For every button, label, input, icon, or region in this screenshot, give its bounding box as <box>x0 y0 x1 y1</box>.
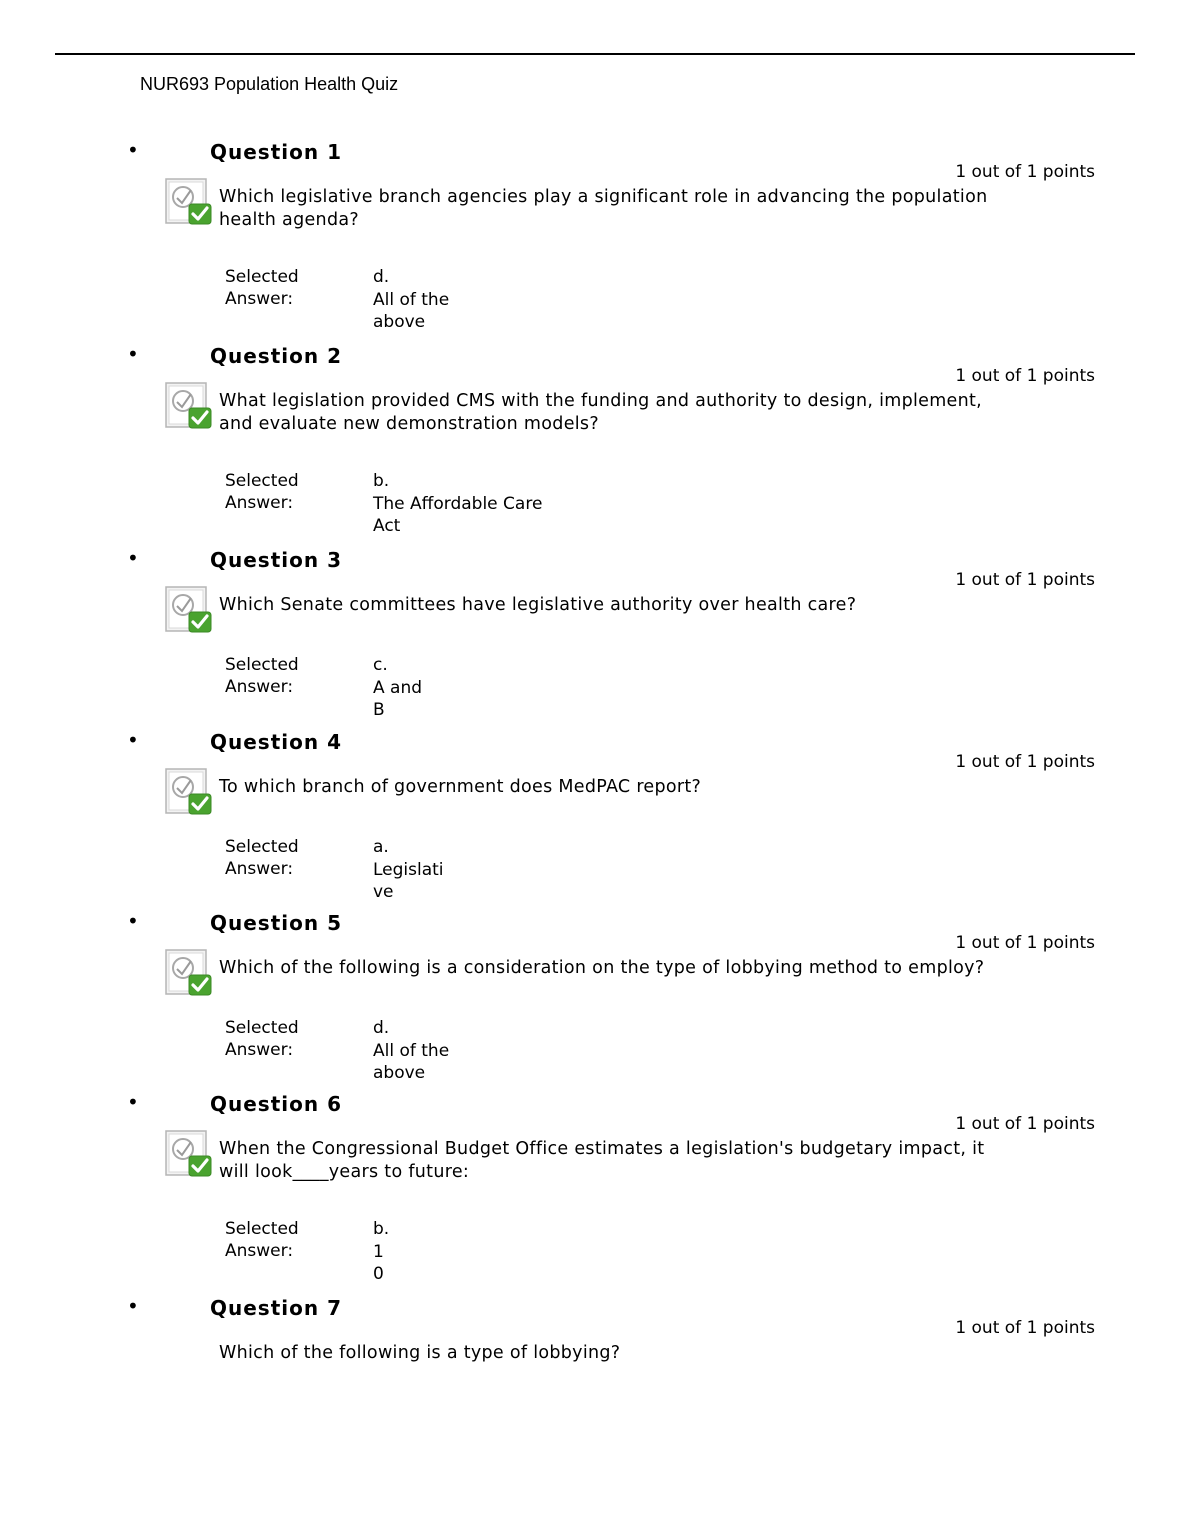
question-text <box>219 1342 1054 1365</box>
answer-line: above <box>373 312 426 332</box>
correct-check-icon <box>165 1130 213 1178</box>
correct-check-icon <box>165 768 213 816</box>
answer-line: All of the <box>373 289 450 310</box>
answer-line: Act <box>373 516 401 536</box>
correct-check-icon <box>165 949 213 997</box>
question-text-line: Which Senate committees have legislative authority over health care? <box>219 595 857 615</box>
question-text <box>219 957 1054 980</box>
question-points: 1 out of 1 points <box>955 752 1095 772</box>
question-points: 1 out of 1 points <box>955 366 1095 386</box>
bullet-point: • <box>127 1090 139 1114</box>
answer-line: c. <box>373 655 388 675</box>
answer-line: All of the <box>373 1040 450 1061</box>
answer-label: Answer: <box>225 677 294 697</box>
question-title: Question 7 <box>210 1296 342 1320</box>
selected-label: Selected <box>225 655 299 675</box>
selected-answer-label <box>225 1218 299 1262</box>
question-points: 1 out of 1 points <box>955 570 1095 590</box>
selected-answer-value <box>373 654 422 722</box>
correct-check-icon <box>165 178 213 226</box>
answer-line: B <box>373 700 385 720</box>
question-text <box>219 390 1054 436</box>
question-text <box>219 186 1054 232</box>
document-title: NUR693 Population Health Quiz <box>140 74 399 94</box>
selected-answer-value <box>373 266 449 334</box>
answer-label: Answer: <box>225 1241 294 1261</box>
answer-line: A and <box>373 677 423 698</box>
question-title: Question 6 <box>210 1092 342 1116</box>
question-text-line: Which of the following is a consideration on the type of lobbying method to employ? <box>219 958 985 978</box>
question-text-line: When the Congressional Budget Office estimates a legislation's budgetary impact, it <box>219 1139 985 1159</box>
answer-line: b. <box>373 471 390 491</box>
question-points: 1 out of 1 points <box>955 162 1095 182</box>
question-text-line: Which legislative branch agencies play a significant role in advancing the population <box>219 187 988 207</box>
selected-answer-label <box>225 654 299 698</box>
answer-line: ve <box>373 882 394 902</box>
selected-answer-value <box>373 470 542 538</box>
selected-label: Selected <box>225 471 299 491</box>
bullet-point: • <box>127 342 139 366</box>
answer-label: Answer: <box>225 289 294 309</box>
bullet-point: • <box>127 728 139 752</box>
selected-answer-value <box>373 1017 449 1085</box>
answer-line: d. <box>373 267 390 287</box>
question-text-line: will look____years to future: <box>219 1162 470 1182</box>
selected-answer-label <box>225 470 299 514</box>
question-text <box>219 594 1054 617</box>
answer-line: a. <box>373 837 389 857</box>
question-title: Question 1 <box>210 140 342 164</box>
question-title: Question 2 <box>210 344 342 368</box>
answer-label: Answer: <box>225 493 294 513</box>
question-text-line: health agenda? <box>219 210 359 230</box>
correct-check-icon <box>165 586 213 634</box>
answer-line: The Affordable Care <box>373 493 543 514</box>
answer-line: 1 <box>373 1241 384 1262</box>
question-title: Question 5 <box>210 911 342 935</box>
correct-check-icon <box>165 382 213 430</box>
answer-label: Answer: <box>225 1040 294 1060</box>
question-title: Question 4 <box>210 730 342 754</box>
answer-line: b. <box>373 1219 390 1239</box>
question-points: 1 out of 1 points <box>955 933 1095 953</box>
selected-answer-label <box>225 1017 299 1061</box>
selected-label: Selected <box>225 267 299 287</box>
question-text-line: What legislation provided CMS with the funding and authority to design, implement, <box>219 391 983 411</box>
question-text-line: and evaluate new demonstration models? <box>219 414 599 434</box>
question-title: Question 3 <box>210 548 342 572</box>
question-points: 1 out of 1 points <box>955 1114 1095 1134</box>
question-text-line: To which branch of government does MedPAC report? <box>219 777 702 797</box>
question-text <box>219 776 1054 799</box>
question-points: 1 out of 1 points <box>955 1318 1095 1338</box>
answer-line: Legislati <box>373 859 444 880</box>
answer-label: Answer: <box>225 859 294 879</box>
answer-line: d. <box>373 1018 390 1038</box>
answer-line: above <box>373 1063 426 1083</box>
bullet-point: • <box>127 1294 139 1318</box>
selected-answer-label <box>225 266 299 310</box>
answer-line: 0 <box>373 1264 384 1284</box>
selected-answer-value <box>373 1218 389 1286</box>
selected-label: Selected <box>225 1219 299 1239</box>
selected-label: Selected <box>225 837 299 857</box>
question-text-line: Which of the following is a type of lobbying? <box>219 1343 621 1363</box>
selected-label: Selected <box>225 1018 299 1038</box>
selected-answer-value <box>373 836 444 904</box>
bullet-point: • <box>127 909 139 933</box>
selected-answer-label <box>225 836 299 880</box>
bullet-point: • <box>127 138 139 162</box>
bullet-point: • <box>127 546 139 570</box>
question-text <box>219 1138 1054 1184</box>
